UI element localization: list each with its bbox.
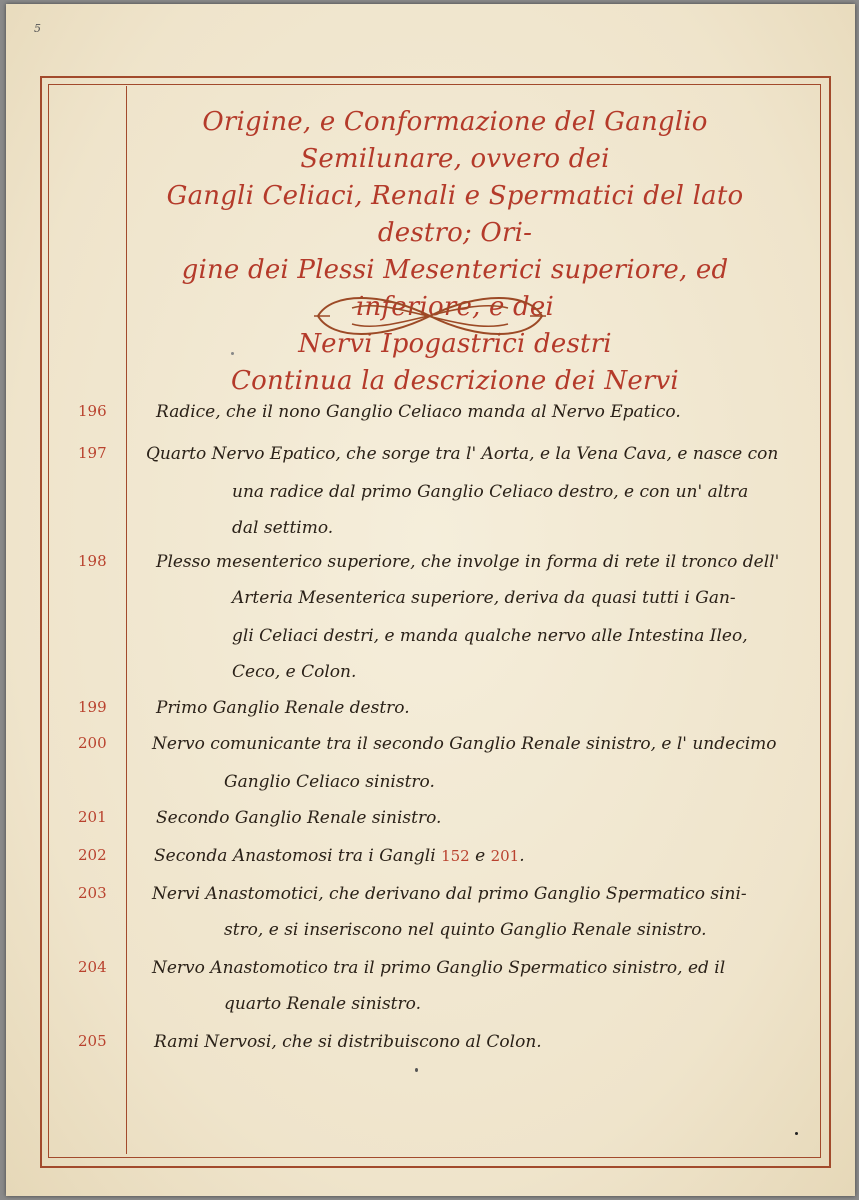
entry-number: 205 <box>78 1032 107 1050</box>
entry-number: 200 <box>78 734 107 752</box>
entry-number: 204 <box>78 958 107 976</box>
entry-text: stro, e si inseriscono nel quinto Ganglio Renale sinistro. <box>224 920 707 940</box>
ink-dot <box>231 352 234 355</box>
entry-text-part: Seconda Anastomosi tra i Gangli <box>154 846 436 866</box>
entry-number: 203 <box>78 884 107 902</box>
entry-text: Radice, che il nono Ganglio Celiaco manda al Nervo Epatico. <box>156 402 681 422</box>
title-line: Origine, e Conformazione del Ganglio Semilunare, ovvero dei <box>202 107 708 174</box>
entry-text: Arteria Mesenterica superiore, deriva da quasi tutti i Gan- <box>232 588 736 608</box>
entry-text: Plesso mesenterico superiore, che involge in forma di rete il tronco dell' <box>156 552 780 572</box>
cross-reference-number: 201 <box>490 847 520 865</box>
ink-dot <box>415 1068 418 1072</box>
page-number: 5 <box>34 22 41 35</box>
entry-text: gli Celiaci destri, e manda qualche nervo alle Intestina Ileo, <box>232 626 748 646</box>
entry-text: Nervo comunicante tra il secondo Ganglio Renale sinistro, e l' undecimo <box>152 734 777 754</box>
entry-number: 196 <box>78 402 107 420</box>
entry-text: dal settimo. <box>232 518 334 538</box>
page-title <box>130 104 780 400</box>
entry-number: 202 <box>78 846 107 864</box>
calligraphic-flourish <box>312 288 548 344</box>
entry-text-part: . <box>519 846 525 866</box>
entry-text: Nervo Anastomotico tra il primo Ganglio Spermatico sinistro, ed il <box>152 958 726 978</box>
entry-text: Ceco, e Colon. <box>232 662 357 682</box>
entry-number: 197 <box>78 444 107 462</box>
entry-number: 201 <box>78 808 107 826</box>
entry-text: Ganglio Celiaco sinistro. <box>224 772 435 792</box>
entry-number: 199 <box>78 698 107 716</box>
entry-text: una radice dal primo Ganglio Celiaco destro, e con un' altra <box>232 482 749 502</box>
ink-dot <box>795 1132 798 1135</box>
entry-number: 198 <box>78 552 107 570</box>
entry-text: Rami Nervosi, che si distribuiscono al Colon. <box>154 1032 542 1052</box>
entry-text: Secondo Ganglio Renale sinistro. <box>156 808 442 828</box>
entry-text: Nervi Anastomotici, che derivano dal primo Ganglio Spermatico sini- <box>152 884 747 904</box>
cross-reference-number: 152 <box>441 847 470 865</box>
title-line: Continua la descrizione dei Nervi <box>231 366 679 396</box>
entry-text: Primo Ganglio Renale destro. <box>156 698 410 718</box>
entry-text-part: e <box>475 846 486 866</box>
entry-text: Quarto Nervo Epatico, che sorge tra l' Aorta, e la Vena Cava, e nasce con <box>146 444 779 464</box>
title-line: Nervi Ipogastrici destri <box>298 329 612 359</box>
manuscript-page <box>6 4 855 1196</box>
title-line: Gangli Celiaci, Renali e Spermatici del lato destro; Ori- <box>166 181 744 248</box>
margin-rule <box>126 86 127 1154</box>
entry-text <box>154 846 525 866</box>
entry-text: quarto Renale sinistro. <box>224 994 421 1014</box>
title-line: gine dei Plessi Mesenterici superiore, ed inferiore, e dei <box>181 255 729 322</box>
